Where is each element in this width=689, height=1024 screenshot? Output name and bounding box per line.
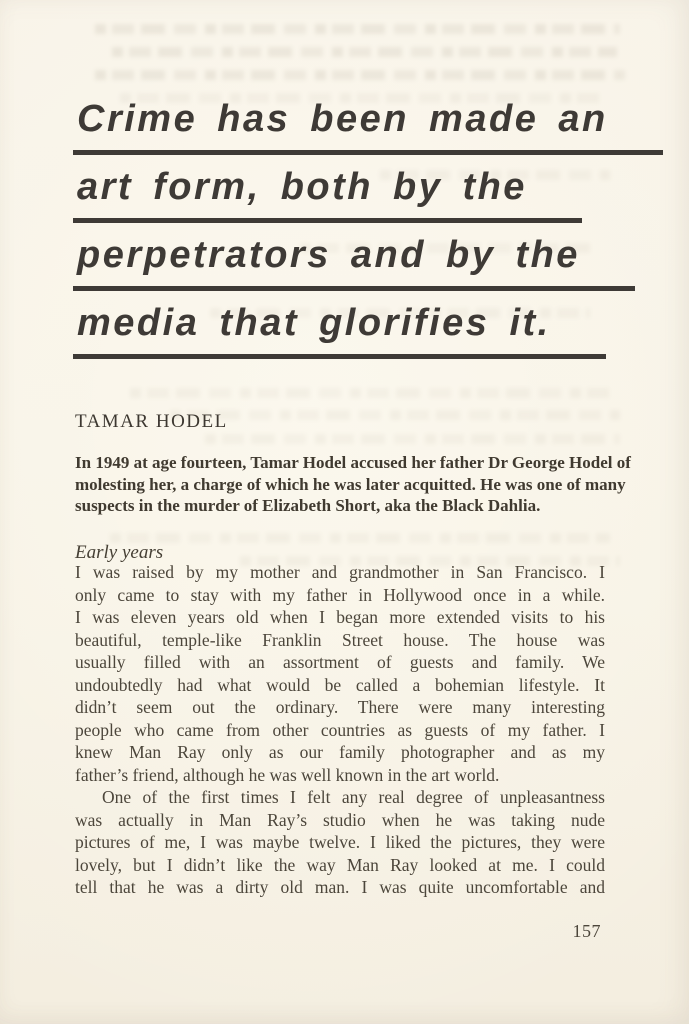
- bleed-through-line: [130, 388, 610, 398]
- pull-quote-line: Crime has been made an: [73, 97, 663, 155]
- speaker-name: TAMAR HODEL: [75, 411, 228, 432]
- intro-paragraph: [75, 452, 667, 517]
- bleed-through-line: [205, 434, 620, 444]
- body-paragraph: [75, 561, 605, 786]
- body-text-line: usually filled with an assortment of guests and family. We: [75, 652, 605, 672]
- body-text-line: I was raised by my mother and grandmother in San Francisco. I: [75, 562, 605, 582]
- body-text-line: lovely, but I didn’t like the way Man Ray looked at me. I could: [75, 854, 605, 875]
- body-text-line: undoubtedly had what would be called a bohemian lifestyle. It: [75, 674, 605, 695]
- bleed-through-line: [110, 533, 610, 543]
- body-text-line: father’s friend, although he was well known in the art world.: [75, 764, 500, 785]
- pull-quote-line: media that glorifies it.: [73, 301, 606, 359]
- intro-line: molesting her, a charge of which he was later acquitted. He was one of many: [75, 474, 626, 494]
- bleed-through-line: [112, 47, 617, 57]
- body-text-line: tell that he was a dirty old man. I was quite uncomfortable and: [75, 877, 605, 897]
- body-text-line: people who came from other countries as guests of my father. I: [75, 719, 605, 740]
- body-text-line: didn’t seem out the ordinary. There were many interesting: [75, 697, 605, 717]
- body-text-line: beautiful, temple-like Franklin Street house. The house was: [75, 629, 605, 650]
- body-text-line: One of the first times I felt any real degree of unpleasantness: [102, 787, 605, 807]
- bleed-through-line: [170, 410, 620, 420]
- pull-quote-line: perpetrators and by the: [73, 233, 635, 291]
- page-number: 157: [572, 921, 601, 941]
- intro-line: suspects in the murder of Elizabeth Short, aka the Black Dahlia.: [75, 496, 541, 515]
- body-text-line: only came to stay with my father in Hollywood once in a while.: [75, 584, 605, 605]
- body-text-line: knew Man Ray only as our family photographer and as my: [75, 742, 605, 762]
- body-paragraph: [75, 786, 605, 899]
- pull-quote: [73, 97, 613, 369]
- section-heading: Early years: [75, 542, 164, 563]
- intro-line: In 1949 at age fourteen, Tamar Hodel accused her father Dr George Hodel of: [75, 453, 631, 472]
- bleed-through-line: [95, 24, 620, 34]
- body-text: [75, 561, 605, 899]
- pull-quote-line: art form, both by the: [73, 165, 582, 223]
- body-text-line: was actually in Man Ray’s studio when he was taking nude: [75, 809, 605, 830]
- bleed-through-line: [95, 70, 625, 80]
- body-text-line: I was eleven years old when I began more extended visits to his: [75, 607, 605, 627]
- body-text-line: pictures of me, I was maybe twelve. I liked the pictures, they were: [75, 832, 605, 852]
